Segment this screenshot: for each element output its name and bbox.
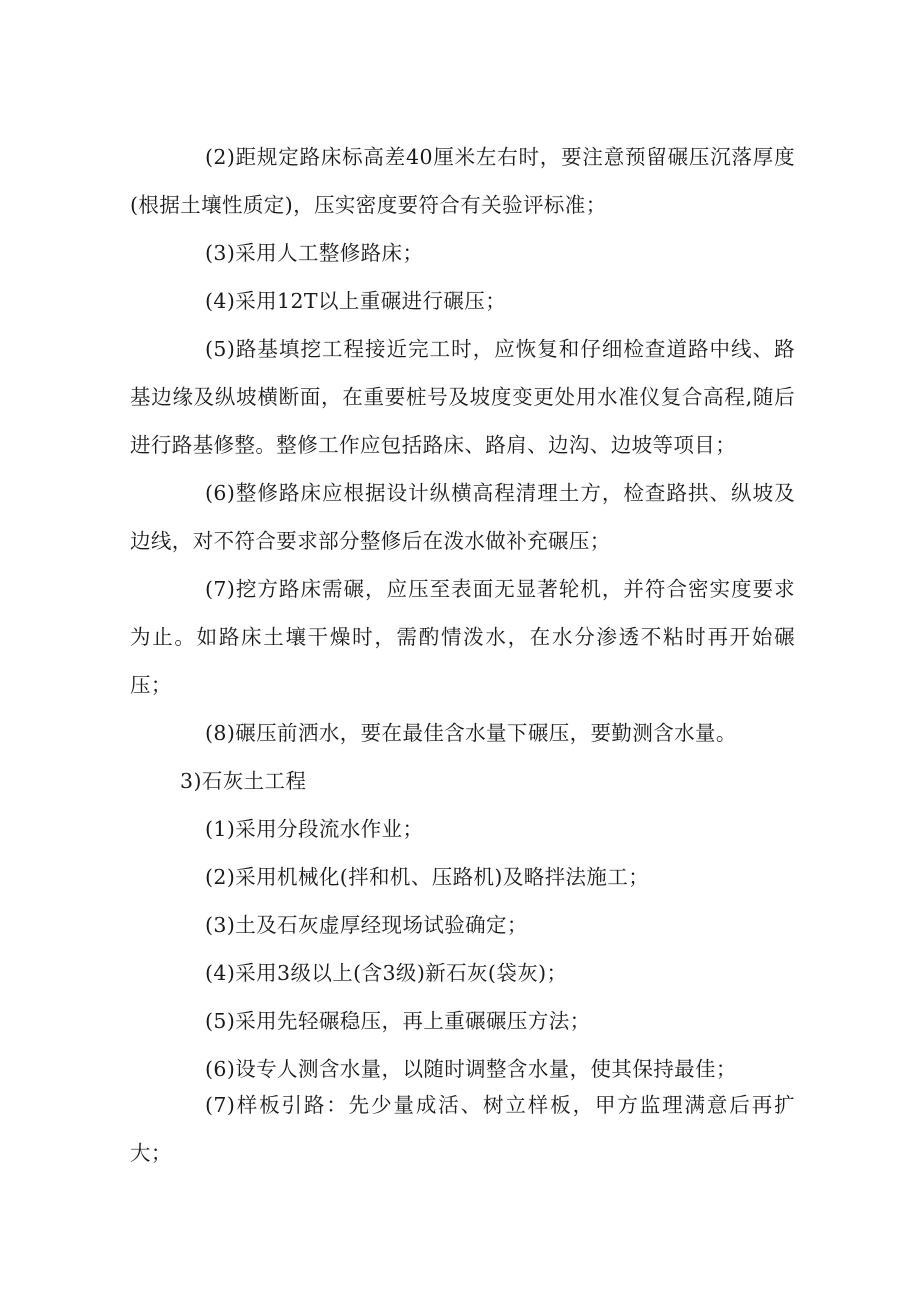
paragraph-item-3-manual-trimming: (3)采用人工整修路床； — [205, 241, 424, 265]
paragraph-item-8-watering: (8)碾压前洒水，要在最佳含水量下碾压，要勤测含水量。 — [205, 721, 737, 745]
paragraph-item-2-mechanized: (2)采用机械化(拌和机、压路机)及略拌法施工； — [205, 865, 650, 889]
paragraph-item-2-grade-difference: (2)距规定路床标高差40厘米左右时，要注意预留碾压沉落厚度(根据土壤性质定)，压实密度要符合有关验评标准； — [130, 145, 795, 217]
paragraph-item-6-subgrade-trimming: (6)整修路床应根据设计纵横高程清理土方，检查路拱、纵坡及边线，对不符合要求部分整修后在泼水做补充碾压； — [130, 481, 795, 553]
paragraph-item-5-rolling-method: (5)采用先轻碾稳压，再上重碾碾压方法； — [205, 1009, 591, 1033]
paragraph-item-6-moisture: (6)设专人测含水量，以随时调整含水量，使其保持最佳； — [205, 1057, 737, 1081]
paragraph-item-4-heavy-roller: (4)采用12T以上重碾进行碾压； — [205, 289, 507, 313]
paragraph-item-7-excavated-subgrade: (7)挖方路床需碾，应压至表面无显著轮机，并符合密实度要求为止。如路床土壤干燥时，需酌情泼水，在水分渗透不粘时再开始碾压； — [130, 577, 795, 697]
paragraph-item-5-completion-check: (5)路基填挖工程接近完工时，应恢复和仔细检查道路中线、路基边缘及纵坡横断面，在重要桩号及坡度变更处用水准仪复合高程,随后进行路基修整。整修工作应包括路床、路肩、边沟、边坡等项目； — [130, 337, 795, 457]
paragraph-item-7-sample-guidance: (7)样板引路：先少量成活、树立样板，甲方监理满意后再扩大； — [130, 1093, 795, 1165]
paragraph-item-3-thickness: (3)土及石灰虚厚经现场试验确定； — [205, 913, 528, 937]
paragraph-item-4-lime-grade: (4)采用3级以上(含3级)新石灰(袋灰)； — [205, 961, 568, 985]
paragraph-item-1-flow-work: (1)采用分段流水作业； — [205, 817, 424, 841]
section-heading-lime-soil: 3)石灰土工程 — [180, 769, 307, 793]
